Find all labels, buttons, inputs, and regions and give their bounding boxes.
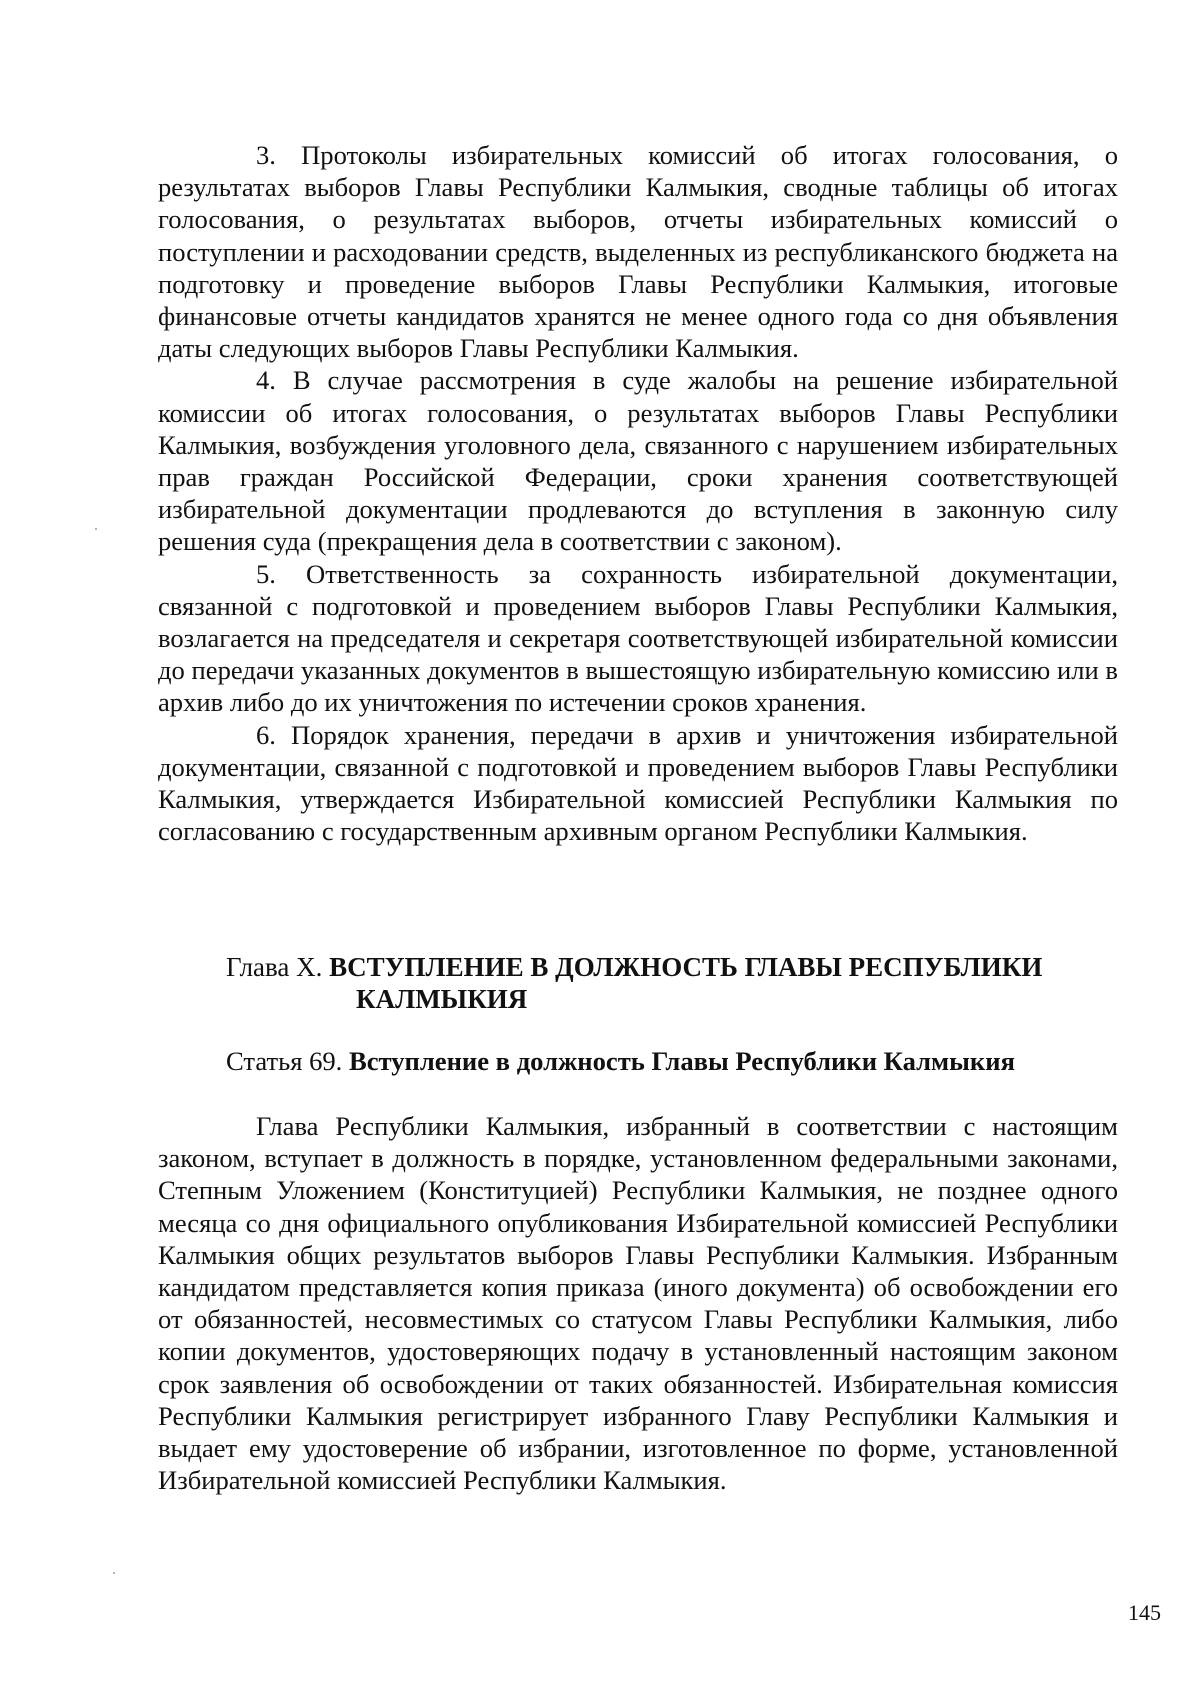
chapter-title-line-1: ВСТУПЛЕНИЕ В ДОЛЖНОСТЬ ГЛАВЫ РЕСПУБЛИКИ	[329, 952, 1043, 982]
article-paragraph: Глава Республики Калмыкия, избранный в соответствии с настоящим законом, вступает в должность в порядке, установленном федеральными законами, Степным Уложением (Конституцией) Республики Калмыкия, не позднее одного месяца со дня официального опубликования Избирательной комиссией Республики Калмыкия общих результатов выборов Главы Республики Калмыкия. Избранным кандидатом представляется копия приказа (иного документа) об освобождении его от обязанностей, несовместимых со статусом Главы Республики Калмыкия, либо копии документов, удостоверяющих подачу в установленный настоящим законом срок заявления об освобождении от таких обязанностей. Избирательная комиссия Республики Калмыкия регистрирует избранного Главу Республики Калмыкия и выдает ему удостоверение об избрании, изготовленное по форме, установленной Избирательной комиссией Республики Калмыкия.	[158, 1111, 1118, 1496]
article-body	[158, 1110, 1118, 1496]
article-title: Вступление в должность Главы Республики Калмыкия	[348, 1046, 1015, 1076]
chapter-title-line-2: КАЛМЫКИЯ	[356, 984, 528, 1014]
chapter-heading	[226, 951, 1126, 1014]
chapter-prefix: Глава X.	[226, 952, 323, 982]
article-prefix: Статья 69.	[226, 1046, 343, 1076]
paragraph-3: 3. Протоколы избирательных комиссий об итогах голосования, о результатах выборов Главы Республики Калмыкия, сводные таблицы об итогах голосования, о результатах выборов, отчеты избирательных комиссий о поступлении и расходовании средств, выделенных из республиканского бюджета на подготовку и проведение выборов Главы Республики Калмыкия, итоговые финансовые отчеты кандидатов хранятся не менее одного года со дня объявления даты следующих выборов Главы Республики Калмыкия.	[158, 140, 1118, 364]
scan-speck	[95, 528, 97, 530]
scan-speck	[113, 1572, 115, 1574]
paragraph-5: 5. Ответственность за сохранность избирательной документации, связанной с подготовкой и проведением выборов Главы Республики Калмыкия, возлагается на председателя и секретаря соответствующей избирательной комиссии до передачи указанных документов в вышестоящую избирательную комиссию или в архив либо до их уничтожения по истечении сроков хранения.	[158, 558, 1118, 718]
page-number: 145	[1128, 1600, 1161, 1625]
top-paragraphs	[158, 139, 1118, 847]
paragraph-6: 6. Порядок хранения, передачи в архив и уничтожения избирательной документации, связанной с подготовкой и проведением выборов Главы Республики Калмыкия, утверждается Избирательной комиссией Республики Калмыкия по согласованию с государственным архивным органом Республики Калмыкия.	[158, 719, 1118, 847]
article-heading	[226, 1045, 1126, 1077]
paragraph-4: 4. В случае рассмотрения в суде жалобы на решение избирательной комиссии об итогах голосования, о результатах выборов Главы Республики Калмыкия, возбуждения уголовного дела, связанного с нарушением избирательных прав граждан Российской Федерации, сроки хранения соответствующей избирательной документации продлеваются до вступления в законную силу решения суда (прекращения дела в соответствии с законом).	[158, 365, 1118, 557]
